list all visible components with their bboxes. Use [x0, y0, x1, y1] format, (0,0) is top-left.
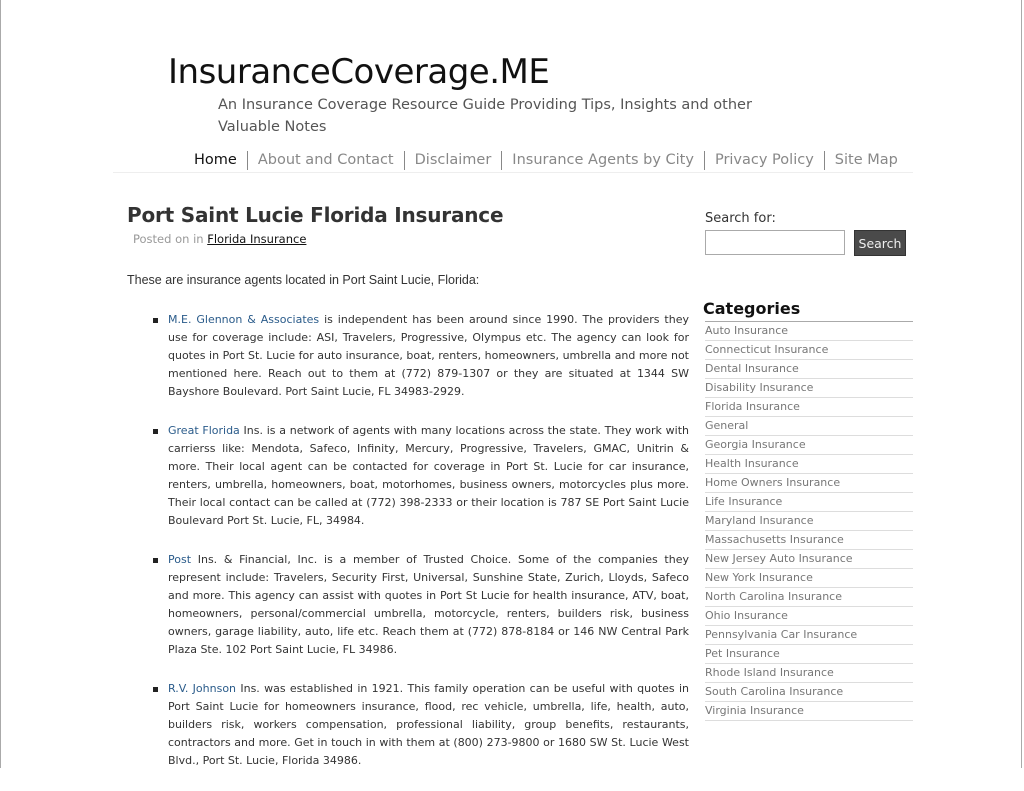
- agent-item: [127, 551, 689, 659]
- category-item[interactable]: Auto Insurance: [705, 322, 913, 341]
- agent-link[interactable]: Great Florida: [168, 424, 240, 437]
- agent-list: [127, 311, 689, 791]
- post-meta-prefix: Posted on in: [133, 232, 204, 246]
- category-item[interactable]: Disability Insurance: [705, 379, 913, 398]
- category-item[interactable]: North Carolina Insurance: [705, 588, 913, 607]
- category-item[interactable]: New Jersey Auto Insurance: [705, 550, 913, 569]
- category-item[interactable]: Georgia Insurance: [705, 436, 913, 455]
- agent-description: Ins. is a network of agents with many locations across the state. They work with carrierss like: Mendota, Safeco, Infinity, Mercury, Progressive, Travelers, GMAC, Unitrin & more. Their local agent can be contacted for coverage in Port St. Lucie for car insurance, renters, umbrella, homeowners, boat, motorhomes, business owners, motorcycles plus more. Their local contact can be called at (772) 398-2333 or their location is 787 SE Port Saint Lucie Boulevard Port St. Lucie, FL, 34984.: [168, 424, 689, 527]
- category-item[interactable]: Dental Insurance: [705, 360, 913, 379]
- post-meta: [133, 232, 689, 246]
- category-item[interactable]: Home Owners Insurance: [705, 474, 913, 493]
- category-item[interactable]: Pennsylvania Car Insurance: [705, 626, 913, 645]
- category-item[interactable]: Pet Insurance: [705, 645, 913, 664]
- search-button[interactable]: Search: [854, 230, 906, 256]
- agent-item: [127, 680, 689, 770]
- post-category-link[interactable]: Florida Insurance: [207, 232, 307, 246]
- category-item[interactable]: Maryland Insurance: [705, 512, 913, 531]
- agent-item: [127, 311, 689, 401]
- nav-item-home[interactable]: Home: [194, 152, 237, 168]
- category-item[interactable]: Virginia Insurance: [705, 702, 913, 721]
- nav-item-insurance-agents-by-city[interactable]: Insurance Agents by City: [501, 151, 704, 170]
- category-item[interactable]: Rhode Island Insurance: [705, 664, 913, 683]
- site-description: An Insurance Coverage Resource Guide Providing Tips, Insights and other Valuable Notes: [218, 97, 752, 135]
- post-title[interactable]: Port Saint Lucie Florida Insurance: [127, 203, 504, 227]
- agent-link[interactable]: R.V. Johnson: [168, 682, 237, 695]
- category-item[interactable]: Life Insurance: [705, 493, 913, 512]
- agent-item: [127, 422, 689, 530]
- post-content: [127, 203, 690, 767]
- sidebar: [703, 211, 913, 717]
- nav-item-site-map[interactable]: Site Map: [824, 151, 908, 170]
- nav-divider: [113, 172, 913, 173]
- category-item[interactable]: General: [705, 417, 913, 436]
- category-item[interactable]: South Carolina Insurance: [705, 683, 913, 702]
- search-label: Search for:: [705, 211, 776, 226]
- categories-list: [705, 321, 913, 721]
- category-item[interactable]: Florida Insurance: [705, 398, 913, 417]
- post-intro: These are insurance agents located in Port Saint Lucie, Florida:: [127, 273, 480, 287]
- category-item[interactable]: Ohio Insurance: [705, 607, 913, 626]
- nav-item-privacy-policy[interactable]: Privacy Policy: [704, 151, 824, 170]
- main-nav: [187, 151, 908, 170]
- nav-item-disclaimer[interactable]: Disclaimer: [404, 151, 502, 170]
- agent-description: Ins. & Financial, Inc. is a member of Trusted Choice. Some of the companies they represent include: Travelers, Security First, Universal, Sunshine State, Zurich, Lloyds, Safeco and more. This agency can assist with quotes in Port St Lucie for health insurance, ATV, boat, homeowners, personal/commercial umbrella, motorcycle, renters, builders risk, business owners, garage liability, auto, life etc. Reach them at (772) 878-8184 or 146 NW Central Park Plaza Ste. 102 Port Saint Lucie, FL 34986.: [168, 553, 689, 656]
- category-item[interactable]: Connecticut Insurance: [705, 341, 913, 360]
- nav-item-about-and-contact[interactable]: About and Contact: [247, 151, 404, 170]
- category-item[interactable]: Health Insurance: [705, 455, 913, 474]
- site-title[interactable]: InsuranceCoverage.ME: [168, 52, 550, 92]
- agent-description: Ins. was established in 1921. This family operation can be useful with quotes in Port Saint Lucie for homeowners insurance, flood, rec vehicle, umbrella, life, health, auto, builders risk, workers compensation, professional liability, group benefits, restaurants, contractors and more. Get in touch in with them at (800) 273-9800 or 1680 SW St. Lucie West Blvd., Port St. Lucie, Florida 34986.: [168, 682, 690, 767]
- search-input[interactable]: [705, 230, 845, 255]
- categories-title: Categories: [703, 299, 801, 318]
- category-item[interactable]: New York Insurance: [705, 569, 913, 588]
- agent-link[interactable]: M.E. Glennon & Associates: [168, 313, 320, 326]
- agent-link[interactable]: Post: [168, 553, 192, 566]
- agent-description: is independent has been around since 1990. The providers they use for coverage include: ASI, Travelers, Progressive, Olympus etc. The agency can look for quotes in Port St. Lucie for auto insurance, boat, renters, homeowners, umbrella and more not mentioned here. Reach out to them at (772) 879-1307 or they are situated at 1344 SW Bayshore Boulevard. Port Saint Lucie, FL 34983-2929.: [168, 313, 689, 398]
- category-item[interactable]: Massachusetts Insurance: [705, 531, 913, 550]
